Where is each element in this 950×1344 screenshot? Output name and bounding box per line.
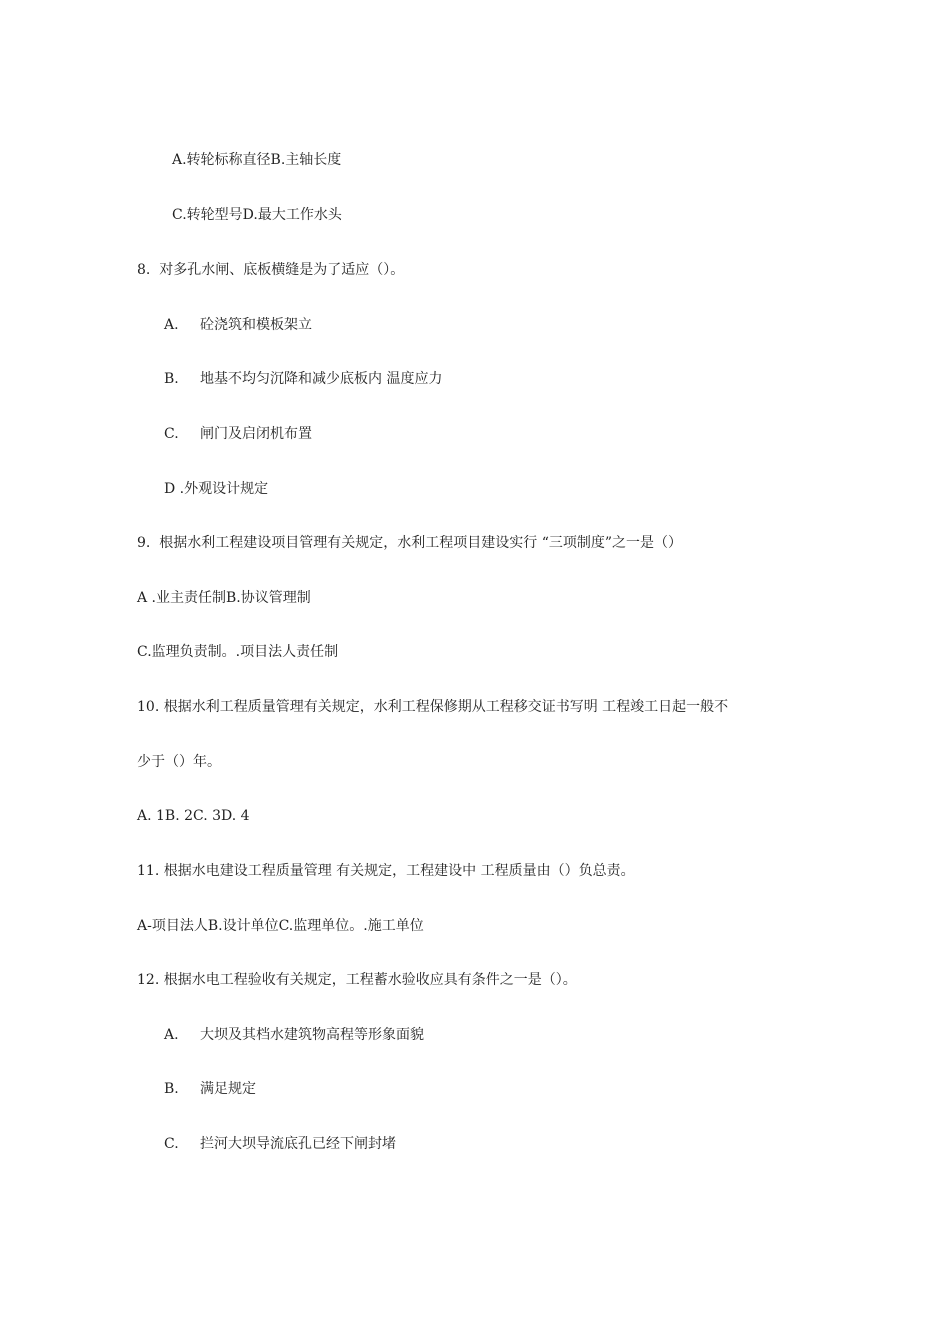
q11-options: A-项目法人B.设计单位C.监理单位。.施工单位 — [137, 918, 424, 934]
q9-options-ab: A .业主责任制B.协议管理制 — [137, 590, 311, 606]
question-8: 8. 对多孔水闸、底板横缝是为了适应（）。 — [137, 262, 405, 278]
q9-options-cd: C.监理负责制。.项目法人责任制 — [137, 644, 339, 660]
q8-option-b-letter: B. — [164, 371, 179, 387]
q8-option-b-text: 地基不均匀沉降和减少底板内 温度应力 — [200, 371, 443, 387]
q7-options-cd: C.转轮型号D.最大工作水头 — [172, 207, 342, 223]
question-9: 9. 根据水利工程建设项目管理有关规定，水利工程项目建设实行 “三项制度”之一是（） — [137, 535, 683, 551]
q12-option-c-letter: C. — [164, 1136, 179, 1152]
question-10-line-2: 少于（）年。 — [137, 754, 221, 770]
question-11: 11. 根据水电建设工程质量管理 有关规定，工程建设中 工程质量由（）负总责。 — [137, 863, 635, 879]
q12-option-c-text: 拦河大坝导流底孔已经下闸封堵 — [200, 1136, 396, 1152]
q12-option-a-letter: A. — [164, 1027, 179, 1043]
q7-options-ab: A.转轮标称直径B.主轴长度 — [172, 152, 342, 168]
q12-option-b-letter: B. — [164, 1081, 179, 1097]
q8-option-c-text: 闸门及启闭机布置 — [200, 426, 312, 442]
question-10-line-1: 10. 根据水利工程质量管理有关规定，水利工程保修期从工程移交证书写明 工程竣工日起一般不 — [137, 699, 729, 715]
q8-option-d: D .外观设计规定 — [164, 481, 269, 497]
q8-option-a-letter: A. — [164, 317, 179, 333]
q8-option-c-letter: C. — [164, 426, 179, 442]
q10-options: A. 1B. 2C. 3D. 4 — [137, 808, 250, 824]
q12-option-b-text: 满足规定 — [200, 1081, 256, 1097]
q8-option-a-text: 砼浇筑和模板架立 — [200, 317, 312, 333]
question-12: 12. 根据水电工程验收有关规定，工程蓄水验收应具有条件之一是（）。 — [137, 972, 577, 988]
q12-option-a-text: 大坝及其档水建筑物高程等形象面貌 — [200, 1027, 424, 1043]
